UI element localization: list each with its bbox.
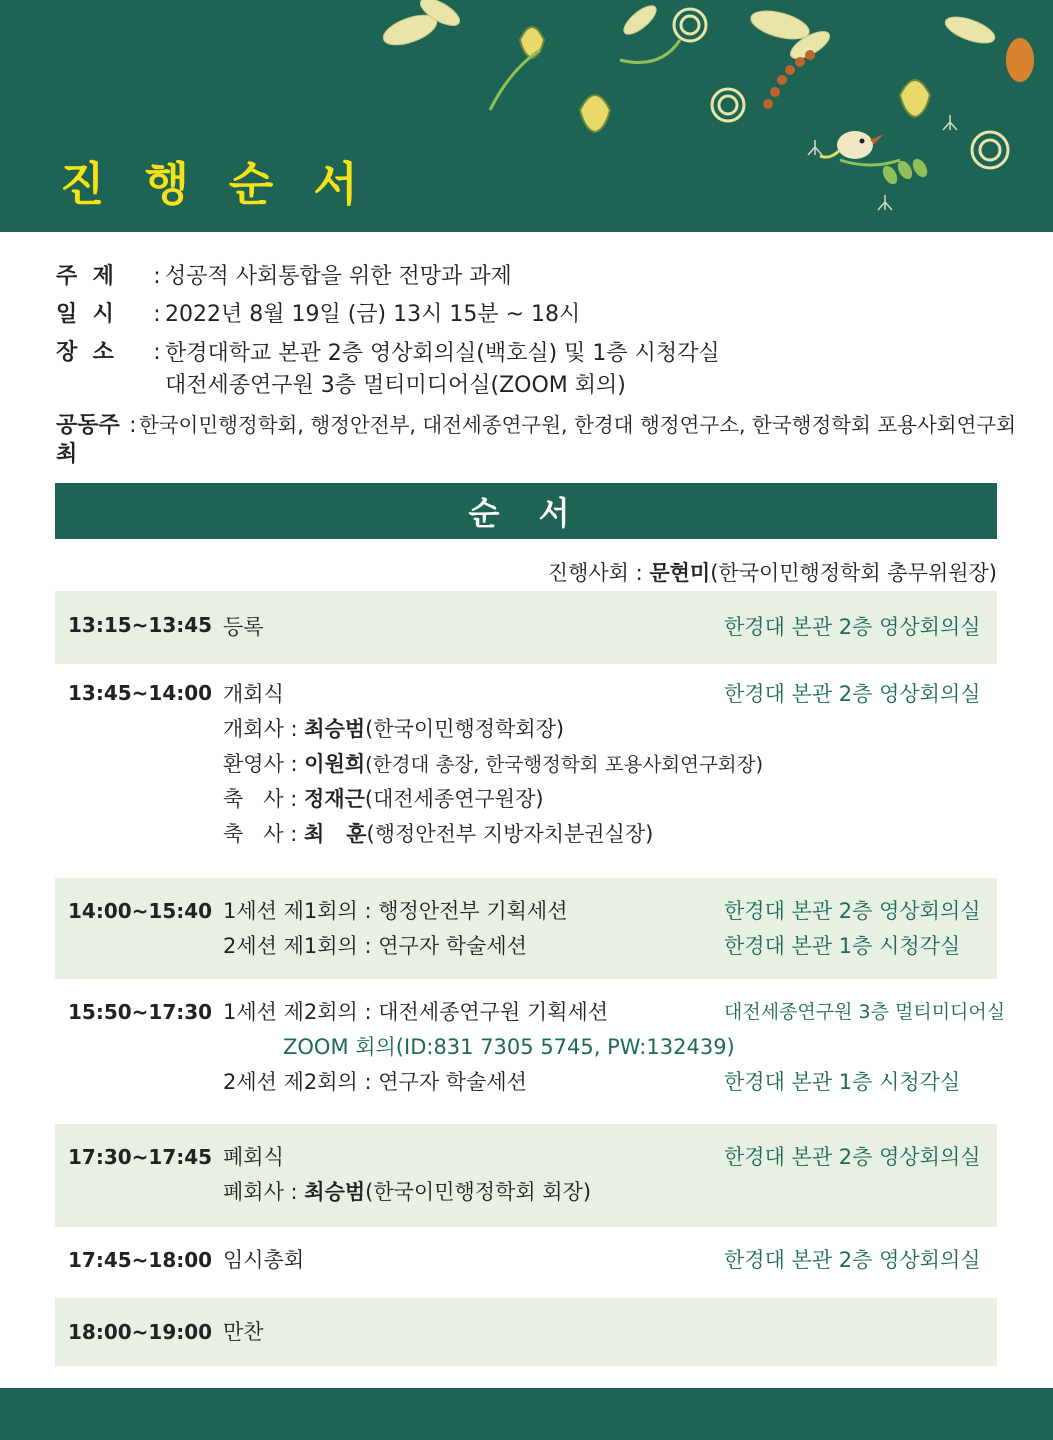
row-item: 개회식: [223, 682, 284, 706]
info-key-place: 장 소: [56, 340, 114, 365]
info-row-place: [56, 338, 1016, 402]
row-item: 임시총회: [223, 1248, 305, 1272]
schedule-table: [55, 591, 1006, 1366]
info-val-host: 한국이민행정학회, 행정안전부, 대전세종연구원, 한경대 행정연구소, 한국행정학회 포용사회연구회: [138, 413, 1016, 437]
speaker-line: [223, 712, 763, 747]
bird-illustration: [820, 131, 884, 159]
speaker-name: 최승범: [304, 1180, 366, 1204]
header-banner: [0, 0, 1053, 232]
speaker-role: (한경대 총장, 한국행정학회 포용사회연구회장): [365, 753, 764, 776]
row-place-spacer: [724, 1030, 1005, 1065]
schedule-row: [55, 664, 997, 878]
speaker-line: [223, 817, 763, 852]
row-content: [223, 1140, 591, 1210]
row-place: [724, 894, 981, 964]
moderator-role: (한국이민행정학회 총무위원장): [710, 561, 997, 585]
info-key-host: 공동주최: [56, 413, 120, 467]
speaker-name: 최 훈: [304, 822, 367, 846]
row-content: [223, 894, 568, 964]
speaker-role: (대전세종연구원장): [364, 787, 544, 811]
info-colon: :: [153, 302, 161, 327]
speaker-label: 축 사 :: [223, 787, 305, 811]
row-item: 폐회식: [223, 1145, 284, 1169]
row-place: [724, 610, 981, 645]
speaker-role: (행정안전부 지방자치분권실장): [366, 822, 654, 846]
info-val-theme: 성공적 사회통합을 위한 전망과 과제: [165, 264, 512, 289]
row-place: [724, 995, 1005, 1100]
speaker-name: 최승범: [304, 717, 366, 741]
schedule-row: [55, 979, 1006, 1124]
footer-bar: [0, 1388, 1053, 1440]
moderator-name: 문현미: [649, 561, 711, 585]
info-val-date: 2022년 8월 19일 (금) 13시 15분 ~ 18시: [165, 302, 581, 327]
info-val-place-1: 한경대학교 본관 2층 영상회의실(백호실) 및 1층 시청각실: [165, 341, 720, 366]
moderator-line: [548, 557, 997, 587]
row-place-text: 한경대 본관 2층 영상회의실: [724, 682, 981, 706]
row-place-text: 한경대 본관 2층 영상회의실: [724, 899, 981, 923]
row-time: 15:50~17:30: [68, 1000, 213, 1024]
row-content: [223, 1243, 304, 1278]
speaker-name: 이원희: [304, 752, 366, 776]
schedule-row: [55, 1124, 997, 1227]
page-title: 진 행 순 서: [60, 157, 370, 211]
info-key-theme: 주 제: [56, 264, 114, 289]
row-place-text: 한경대 본관 1층 시청각실: [724, 934, 961, 958]
row-item: 만찬: [223, 1320, 264, 1344]
row-content: [223, 677, 763, 852]
info-row-date: [56, 300, 1016, 329]
row-place-text: 한경대 본관 2층 영상회의실: [724, 1248, 981, 1272]
speaker-name: 정재근: [304, 787, 365, 811]
speaker-line: [223, 747, 763, 782]
speaker-label: 개회사 :: [223, 717, 305, 741]
schedule-row: [55, 1227, 997, 1298]
row-item: 2세션 제1회의 : 연구자 학술세션: [223, 934, 527, 958]
speaker-label: 폐회사 :: [223, 1180, 305, 1204]
row-place: [724, 1243, 981, 1278]
row-time: 18:00~19:00: [68, 1320, 213, 1344]
speaker-line: [223, 782, 763, 817]
section-title-bar: 순 서: [55, 483, 997, 539]
row-place-text: 한경대 본관 1층 시청각실: [724, 1070, 961, 1094]
row-content: [223, 1315, 264, 1350]
row-time: 17:45~18:00: [68, 1248, 213, 1272]
row-place-text: 한경대 본관 2층 영상회의실: [724, 1145, 981, 1169]
row-item: 1세션 제1회의 : 행정안전부 기획세션: [223, 899, 568, 923]
schedule-row: [55, 1298, 997, 1366]
schedule-row: [55, 591, 997, 664]
info-val-place-2: 대전세종연구원 3층 멀티미디어실(ZOOM 회의): [165, 373, 626, 398]
row-time: 17:30~17:45: [68, 1145, 213, 1169]
row-place-text: 한경대 본관 2층 영상회의실: [724, 615, 981, 639]
info-val-place: [165, 338, 1016, 402]
speaker-role: (한국이민행정학회장): [365, 717, 565, 741]
moderator-label: 진행사회 :: [547, 561, 650, 585]
row-place: [724, 1140, 981, 1175]
info-key-date: 일 시: [56, 302, 114, 327]
row-place: [724, 677, 981, 712]
info-colon: :: [153, 340, 161, 365]
speaker-label: 축 사 :: [223, 822, 305, 846]
speaker-line: [223, 1175, 591, 1210]
row-item: 2세션 제2회의 : 연구자 학술세션: [223, 1070, 527, 1094]
row-time: 13:45~14:00: [68, 681, 213, 705]
row-item: 등록: [223, 615, 264, 639]
info-row-host: [56, 411, 1016, 469]
info-colon: :: [153, 264, 161, 289]
row-place-text: 대전세종연구원 3층 멀티미디어실: [724, 1001, 1006, 1023]
row-time: 14:00~15:40: [68, 899, 213, 923]
event-info: [56, 262, 1016, 478]
row-content: [223, 610, 264, 645]
floral-decoration: [380, 0, 1053, 232]
zoom-info: ZOOM 회의(ID:831 7305 5745, PW:132439): [283, 1035, 735, 1059]
info-colon: :: [129, 413, 137, 438]
row-time: 13:15~13:45: [68, 613, 213, 637]
schedule-row: [55, 878, 997, 979]
row-content: [223, 995, 735, 1100]
speaker-role: (한국이민행정학회 회장): [365, 1180, 592, 1204]
row-item: 1세션 제2회의 : 대전세종연구원 기획세션: [223, 1000, 609, 1024]
speaker-label: 환영사 :: [223, 752, 305, 776]
info-row-theme: [56, 262, 1016, 291]
